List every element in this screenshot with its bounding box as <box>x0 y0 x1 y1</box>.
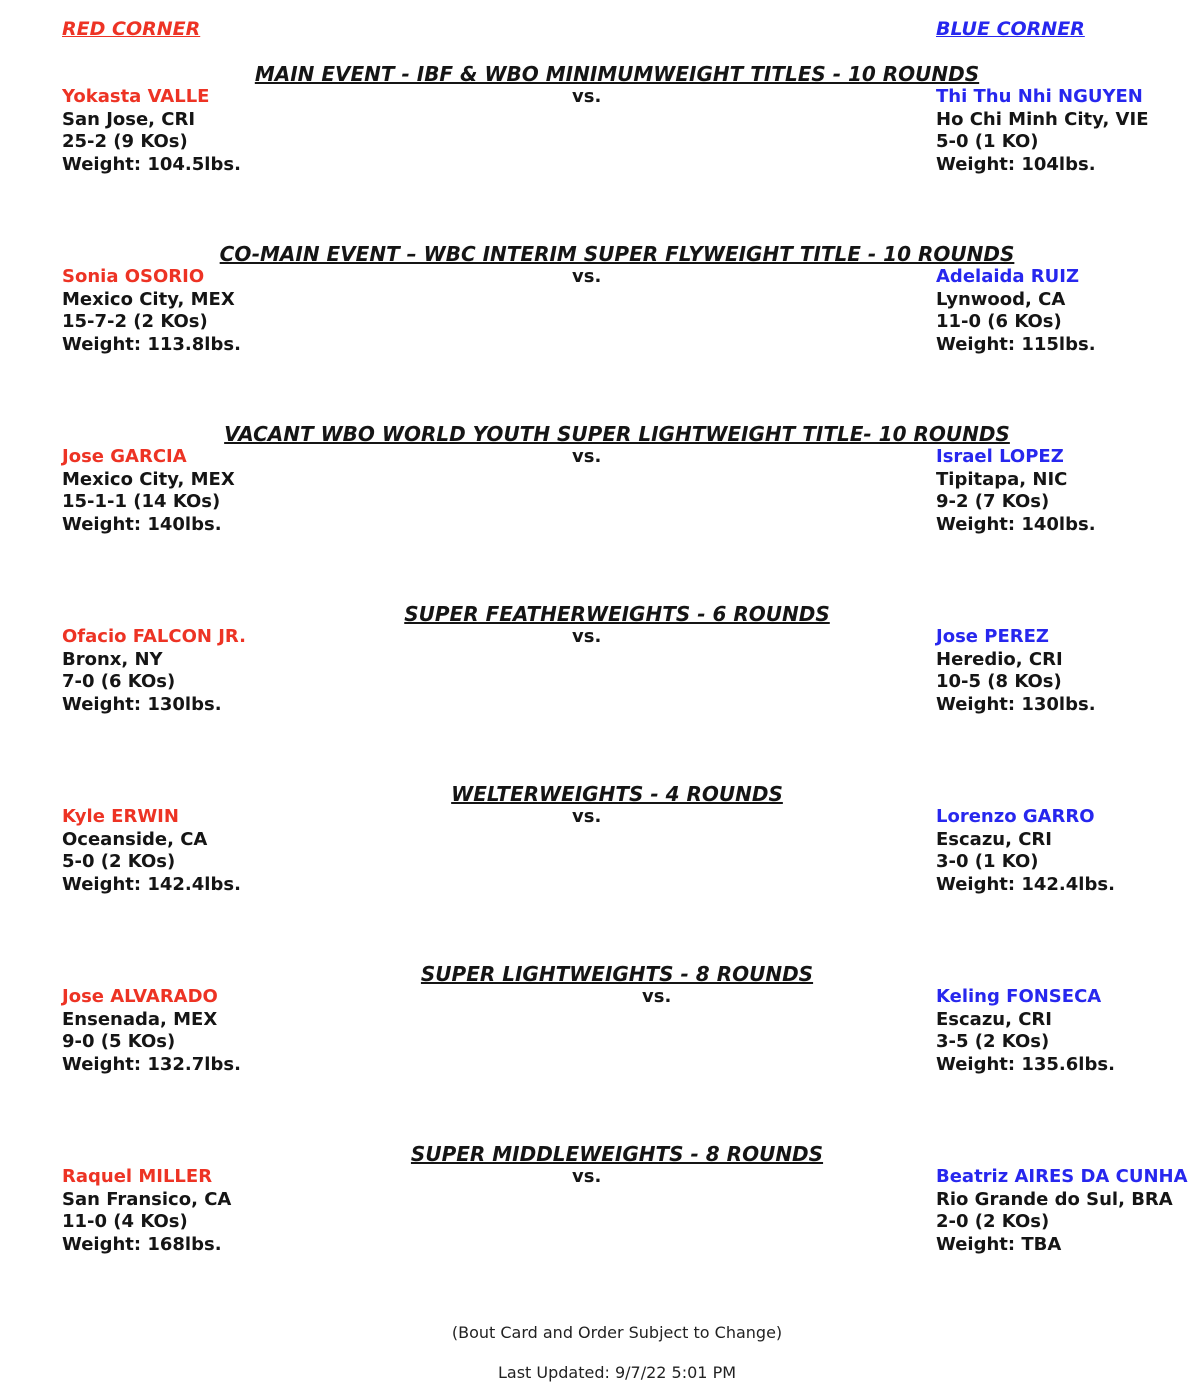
red-fighter <box>62 626 246 716</box>
fighter-hometown: Escazu, CRI <box>936 1008 1052 1030</box>
fighter-weight: Weight: TBA <box>936 1233 1062 1255</box>
fighter-name: Sonia OSORIO <box>62 266 205 287</box>
fighter-hometown: Lynwood, CA <box>936 288 1066 310</box>
red-fighter <box>62 986 241 1076</box>
fighter-hometown: Heredio, CRI <box>936 648 1063 670</box>
fighter-hometown: Oceanside, CA <box>62 828 208 850</box>
fighter-record: 15-7-2 (2 KOs) <box>62 311 208 332</box>
red-fighter <box>62 86 241 176</box>
blue-fighter <box>936 86 1148 176</box>
blue-fighter <box>936 446 1096 536</box>
fighter-record: 3-0 (1 KO) <box>936 851 1039 872</box>
fighter-hometown: Ho Chi Minh City, VIE <box>936 108 1149 130</box>
vs-label: vs. <box>642 986 672 1007</box>
blue-fighter <box>936 266 1096 356</box>
fighter-weight: Weight: 168lbs. <box>62 1233 222 1255</box>
fighter-name: Israel LOPEZ <box>936 446 1064 467</box>
bout-row <box>62 806 1172 896</box>
bout-title: SUPER MIDDLEWEIGHTS - 8 ROUNDS <box>410 1142 824 1166</box>
fighter-weight: Weight: 140lbs. <box>936 513 1096 535</box>
fighter-hometown: San Jose, CRI <box>62 108 196 130</box>
bout-row <box>62 446 1172 536</box>
fighter-name: Beatriz AIRES DA CUNHA <box>936 1166 1188 1187</box>
fighter-name: Yokasta VALLE <box>62 86 210 107</box>
fighter-hometown: Rio Grande do Sul, BRA <box>936 1188 1173 1210</box>
red-fighter <box>62 446 235 536</box>
fighter-weight: Weight: 130lbs. <box>936 693 1096 715</box>
fighter-record: 9-0 (5 KOs) <box>62 1031 176 1052</box>
fighter-record: 11-0 (4 KOs) <box>62 1211 188 1232</box>
fighter-weight: Weight: 130lbs. <box>62 693 222 715</box>
fighter-name: Raquel MILLER <box>62 1166 213 1187</box>
fighter-hometown: Mexico City, MEX <box>62 288 235 310</box>
bout-section <box>62 963 1172 1076</box>
fighter-record: 25-2 (9 KOs) <box>62 131 188 152</box>
vs-label: vs. <box>572 1166 602 1187</box>
fighter-name: Keling FONSECA <box>936 986 1102 1007</box>
bout-title: WELTERWEIGHTS - 4 ROUNDS <box>451 782 783 806</box>
fighter-name: Kyle ERWIN <box>62 806 179 827</box>
bout-title: VACANT WBO WORLD YOUTH SUPER LIGHTWEIGHT TITLE- 10 ROUNDS <box>224 422 1010 446</box>
vs-label: vs. <box>572 446 602 467</box>
bout-section <box>62 783 1172 896</box>
bout-row <box>62 986 1172 1076</box>
fighter-weight: Weight: 132.7lbs. <box>62 1053 241 1075</box>
fighter-record: 15-1-1 (14 KOs) <box>62 491 221 512</box>
fighter-record: 5-0 (2 KOs) <box>62 851 176 872</box>
fighter-hometown: Escazu, CRI <box>936 828 1052 850</box>
fighter-weight: Weight: 142.4lbs. <box>936 873 1115 895</box>
fighter-name: Ofacio FALCON JR. <box>62 626 246 647</box>
fighter-hometown: Ensenada, MEX <box>62 1008 218 1030</box>
footer-note: (Bout Card and Order Subject to Change) <box>451 1323 783 1342</box>
bout-row <box>62 1166 1188 1256</box>
fighter-weight: Weight: 104lbs. <box>936 153 1096 175</box>
vs-label: vs. <box>572 626 602 647</box>
fighter-weight: Weight: 113.8lbs. <box>62 333 241 355</box>
fighter-weight: Weight: 140lbs. <box>62 513 222 535</box>
blue-fighter <box>936 806 1115 896</box>
fighter-record: 9-2 (7 KOs) <box>936 491 1050 512</box>
vs-label: vs. <box>572 266 602 287</box>
fighter-name: Thi Thu Nhi NGUYEN <box>936 86 1143 107</box>
red-corner-heading: RED CORNER <box>62 18 201 40</box>
last-updated: Last Updated: 9/7/22 5:01 PM <box>497 1363 737 1382</box>
fighter-record: 3-5 (2 KOs) <box>936 1031 1050 1052</box>
corner-headings <box>62 18 1172 41</box>
bout-title: CO-MAIN EVENT – WBC INTERIM SUPER FLYWEIGHT TITLE - 10 ROUNDS <box>219 242 1015 266</box>
red-fighter <box>62 806 241 896</box>
bout-row <box>62 626 1172 716</box>
fighter-name: Lorenzo GARRO <box>936 806 1095 827</box>
bout-section <box>62 423 1172 536</box>
bout-title: MAIN EVENT - IBF & WBO MINIMUMWEIGHT TITLES - 10 ROUNDS <box>254 62 980 86</box>
fighter-hometown: Mexico City, MEX <box>62 468 235 490</box>
blue-fighter <box>936 626 1096 716</box>
fighter-weight: Weight: 104.5lbs. <box>62 153 241 175</box>
vs-label: vs. <box>572 806 602 827</box>
fighter-name: Jose GARCIA <box>62 446 187 467</box>
fighter-record: 5-0 (1 KO) <box>936 131 1039 152</box>
bout-section <box>62 63 1172 176</box>
red-fighter <box>62 1166 231 1256</box>
fighter-weight: Weight: 115lbs. <box>936 333 1096 355</box>
blue-corner-heading: BLUE CORNER <box>936 18 1085 40</box>
fighter-record: 7-0 (6 KOs) <box>62 671 176 692</box>
fighter-name: Jose ALVARADO <box>62 986 218 1007</box>
bout-row <box>62 266 1172 356</box>
fighter-hometown: Bronx, NY <box>62 648 163 670</box>
blue-fighter <box>936 986 1115 1076</box>
bout-title: SUPER LIGHTWEIGHTS - 8 ROUNDS <box>420 962 814 986</box>
fighter-record: 2-0 (2 KOs) <box>936 1211 1050 1232</box>
bout-section <box>62 603 1172 716</box>
bout-card <box>62 18 1188 1383</box>
fighter-weight: Weight: 142.4lbs. <box>62 873 241 895</box>
bout-section <box>62 1142 1188 1256</box>
bout-row <box>62 86 1172 176</box>
fighter-hometown: Tipitapa, NIC <box>936 468 1068 490</box>
vs-label: vs. <box>572 86 602 107</box>
bout-title: SUPER FEATHERWEIGHTS - 6 ROUNDS <box>404 602 830 626</box>
fighter-record: 10-5 (8 KOs) <box>936 671 1062 692</box>
fighter-name: Adelaida RUIZ <box>936 266 1080 287</box>
fighter-hometown: San Fransico, CA <box>62 1188 232 1210</box>
fighter-record: 11-0 (6 KOs) <box>936 311 1062 332</box>
bout-section <box>62 243 1172 356</box>
blue-fighter <box>936 1166 1188 1256</box>
fighter-name: Jose PEREZ <box>936 626 1049 647</box>
fighter-weight: Weight: 135.6lbs. <box>936 1053 1115 1075</box>
red-fighter <box>62 266 241 356</box>
